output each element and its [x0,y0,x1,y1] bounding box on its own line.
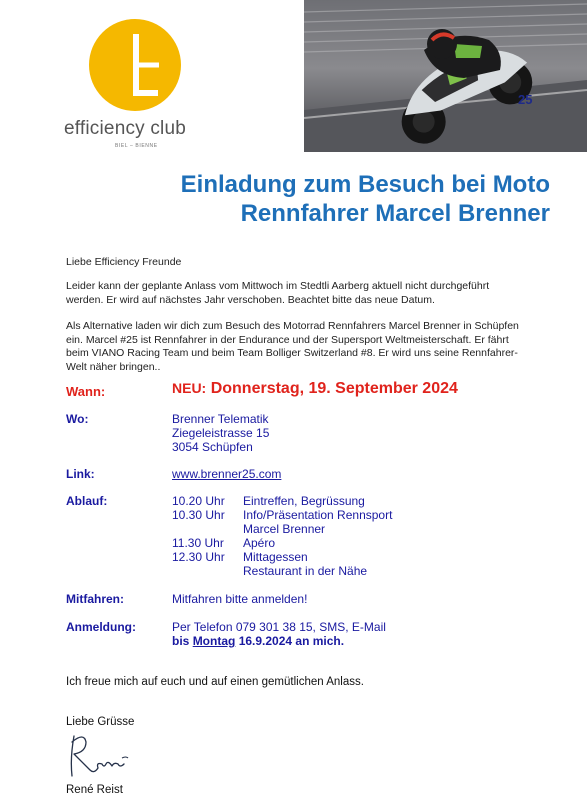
deadline-prefix: bis [172,634,190,648]
schedule-item [172,536,392,550]
paragraph-line: Leider kann der geplante Anlass vom Mittwoch im Stedtli Aarberg aktuell nicht durchgeführt [66,280,490,292]
address-line: 3054 Schüpfen [172,440,253,454]
schedule [172,494,392,578]
mitfahren-text: Mitfahren bitte anmelden! [172,592,308,606]
address-line: Brenner Telematik [172,412,269,426]
deadline-weekday: Montag [192,634,236,648]
schedule-text: Marcel Brenner [243,522,326,536]
registration-contact: Per Telefon 079 301 38 15, SMS, E-Mail [172,620,386,634]
logo-wordmark: efficiency club [64,118,186,139]
wann-label: Wann: [66,384,106,399]
new-badge: NEU: [172,380,207,396]
schedule-text: Mittagessen [243,550,308,564]
signer-name: René Reist [66,784,123,796]
schedule-text: Apéro [243,536,276,550]
schedule-item [172,550,392,564]
schedule-item [172,508,392,522]
schedule-time: 10.20 Uhr [172,494,225,508]
address-line: Ziegeleistrasse 15 [172,426,270,440]
anmeldung-label: Anmeldung: [66,620,136,634]
paragraph-postponed [66,280,489,307]
wo-label: Wo: [66,412,89,426]
closing-text: Ich freue mich auf euch und auf einen gemütlichen Anlass. [66,676,364,688]
ablauf-label: Ablauf: [66,494,108,508]
wann-value [172,380,458,398]
paragraph-line: werden. Er wird auf nächstes Jahr verschoben. Beachtet bitte das neue Datum. [66,293,435,306]
registration [172,620,386,648]
motorcycle-photo [304,0,587,152]
mitfahren-label: Mitfahren: [66,592,124,606]
schedule-text: Info/Präsentation Rennsport [243,508,393,522]
page-title-line-1: Einladung zum Besuch bei Moto [180,171,550,198]
regards: Liebe Grüsse [66,716,135,728]
website-link[interactable]: www.brenner25.com [172,467,282,481]
registration-deadline [172,634,386,648]
paragraph-line: beim VIANO Racing Team und beim Team Bolliger Switzerland #8. Er wird uns seine Rennfahrer- [66,347,518,359]
schedule-time: 10.30 Uhr [172,508,225,522]
page-title-line-2: Rennfahrer Marcel Brenner [240,200,550,227]
logo-tagline: BIEL – BIENNE [115,143,158,149]
greeting: Liebe Efficiency Freunde [66,256,182,268]
address [172,412,269,454]
handwritten-signature [64,728,134,780]
logo-e-icon [89,19,181,111]
schedule-time: 11.30 Uhr [172,536,224,550]
schedule-text: Eintreffen, Begrüssung [243,494,365,508]
paragraph-alternative [66,320,519,374]
bike-number: 25 [518,92,533,107]
logo-mark [89,19,181,111]
schedule-time: 12.30 Uhr [172,550,225,564]
link-label: Link: [66,467,95,481]
website-link-wrap [172,467,281,481]
paragraph-line: Welt näher bringen.. [66,360,161,373]
paragraph-line: ein. Marcel #25 ist Rennfahrer in der Endurance und der Supersport Weltmeisterschaft. Er fährt [66,333,509,346]
deadline-rest: 16.9.2024 an mich. [238,634,345,648]
paragraph-line: Als Alternative laden wir dich zum Besuch des Motorrad Rennfahrers Marcel Brenner in Schüpfen [66,320,519,332]
schedule-text: Restaurant in der Nähe [243,564,368,578]
event-date: Donnerstag, 19. September 2024 [210,380,458,397]
schedule-item [172,494,392,508]
